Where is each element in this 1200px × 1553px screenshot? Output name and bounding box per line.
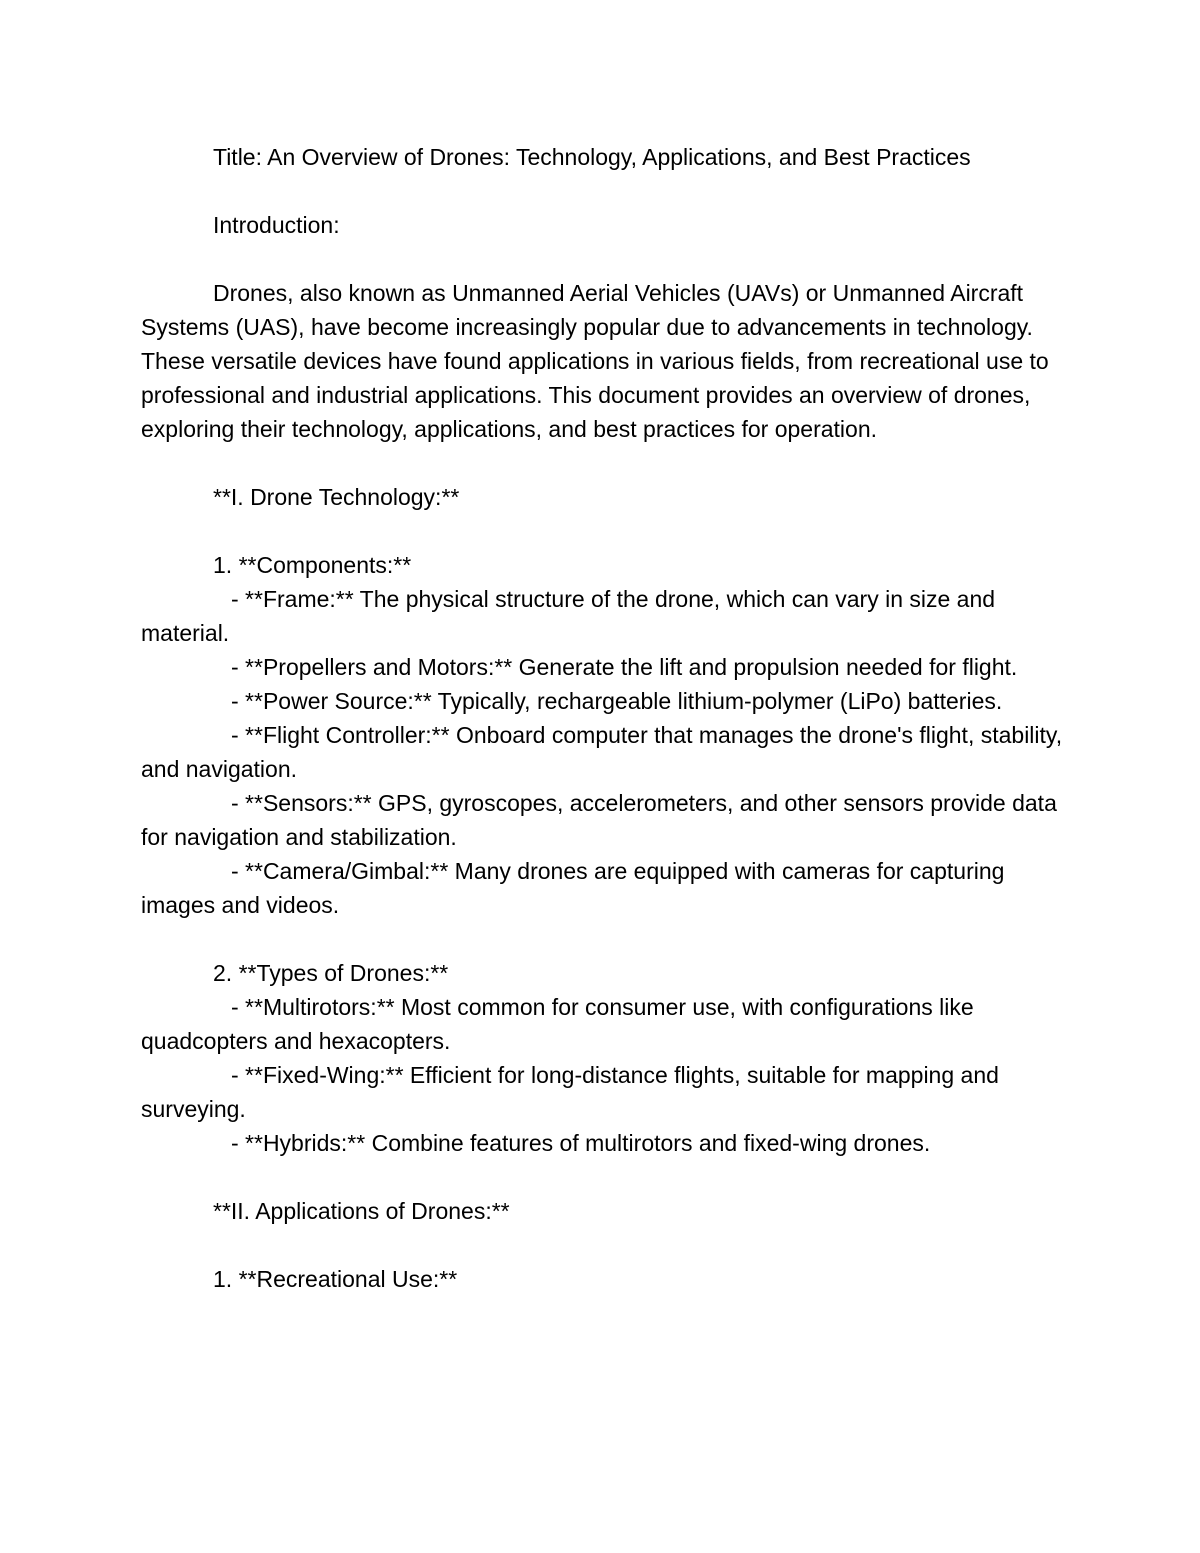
spacer bbox=[141, 922, 1071, 956]
list-item-multirotors: - **Multirotors:** Most common for consumer use, with configurations like quadcopters and hexacopters. bbox=[141, 994, 981, 1054]
document-body bbox=[141, 140, 1071, 1296]
intro-heading: Introduction: bbox=[213, 212, 340, 238]
spacer bbox=[141, 242, 1071, 276]
list-item-hybrids: - **Hybrids:** Combine features of multirotors and fixed-wing drones. bbox=[231, 1130, 931, 1156]
section-heading-applications: **II. Applications of Drones:** bbox=[213, 1198, 510, 1224]
intro-paragraph: Drones, also known as Unmanned Aerial Vehicles (UAVs) or Unmanned Aircraft Systems (UAS), have become increasingly popular due to advancements in technology. These versatile devices have found applications in various fields, from recreational use to professional and industrial applications. This document provides an overview of drones, exploring their technology, applications, and best practices for operation. bbox=[141, 280, 1056, 442]
spacer bbox=[141, 1160, 1071, 1194]
document-title: Title: An Overview of Drones: Technology, Applications, and Best Practices bbox=[213, 144, 971, 170]
spacer bbox=[141, 1228, 1071, 1262]
list-item-camera-gimbal: - **Camera/Gimbal:** Many drones are equipped with cameras for capturing images and videos. bbox=[141, 858, 1011, 918]
list-item-flight-controller: - **Flight Controller:** Onboard computer that manages the drone's flight, stability, and navigation. bbox=[141, 722, 1069, 782]
section-heading-drone-technology: **I. Drone Technology:** bbox=[213, 484, 460, 510]
subheading-components: 1. **Components:** bbox=[213, 552, 412, 578]
subheading-types-of-drones: 2. **Types of Drones:** bbox=[213, 960, 449, 986]
spacer bbox=[141, 174, 1071, 208]
spacer bbox=[141, 514, 1071, 548]
spacer bbox=[141, 446, 1071, 480]
list-item-fixed-wing: - **Fixed-Wing:** Efficient for long-distance flights, suitable for mapping and surveying. bbox=[141, 1062, 1006, 1122]
list-item-sensors: - **Sensors:** GPS, gyroscopes, accelerometers, and other sensors provide data for navigation and stabilization. bbox=[141, 790, 1064, 850]
subheading-recreational-use: 1. **Recreational Use:** bbox=[213, 1266, 458, 1292]
list-item-propellers-motors: - **Propellers and Motors:** Generate the lift and propulsion needed for flight. bbox=[231, 654, 1018, 680]
list-item-frame: - **Frame:** The physical structure of the drone, which can vary in size and material. bbox=[141, 586, 1002, 646]
list-item-power-source: - **Power Source:** Typically, rechargeable lithium-polymer (LiPo) batteries. bbox=[231, 688, 1003, 714]
